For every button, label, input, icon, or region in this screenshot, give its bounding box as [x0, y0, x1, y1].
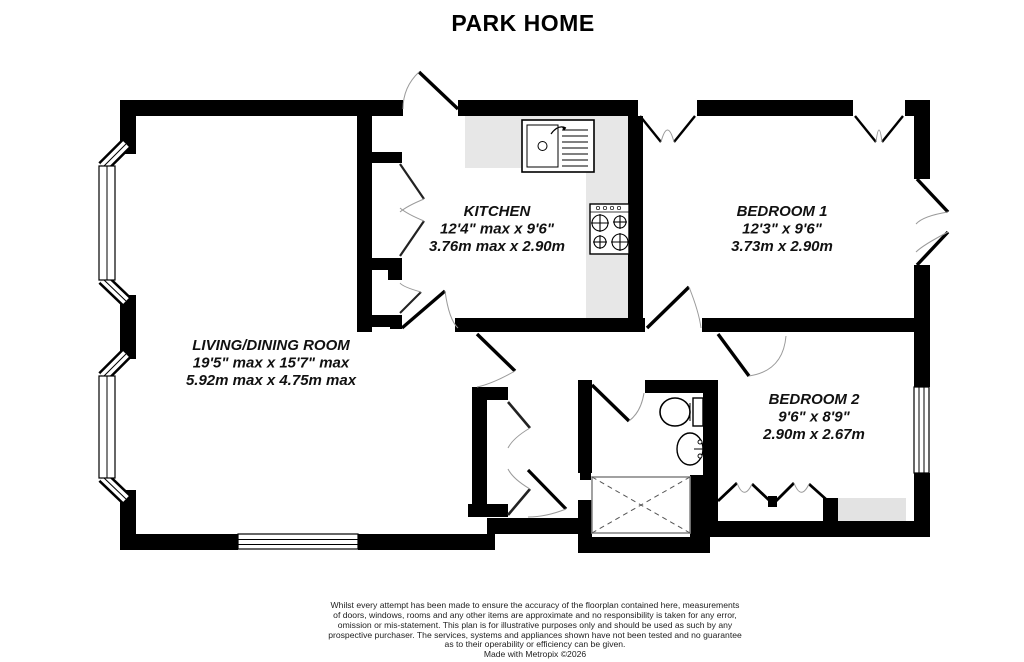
disclaimer-line: Whilst every attempt has been made to ensure the accuracy of the floorplan contained here, measurements [330, 600, 740, 611]
svg-text:19'5" max x 15'7" max: 19'5" max x 15'7" max [192, 354, 350, 372]
door-bedroom2 [718, 334, 786, 376]
door-hall-inner [528, 470, 566, 517]
sink-icon [522, 120, 594, 172]
bay-window-2 [99, 354, 126, 499]
door-bedroom1 [647, 287, 701, 328]
svg-text:12'3" x 9'6": 12'3" x 9'6" [742, 220, 822, 238]
shower-tray [592, 477, 690, 533]
disclaimer-line: prospective purchaser. The services, systems and appliances shown have not been tested and no guarantee [328, 629, 742, 640]
svg-text:KITCHEN: KITCHEN [463, 203, 531, 220]
metropix-credit: Made with Metropix ©2026 [483, 649, 587, 660]
disclaimer-line: omission or mis-statement. This plan is for illustrative purposes only and should be used as such by any [337, 619, 733, 630]
living-bottom-window [238, 534, 358, 549]
svg-text:3.76m max x 2.90m: 3.76m max x 2.90m [429, 238, 565, 255]
door-kitchen-living [402, 291, 458, 328]
svg-text:5.92m max x 4.75m max: 5.92m max x 4.75m max [185, 372, 357, 389]
hob-icon [590, 204, 629, 254]
bay-window-1 [99, 144, 126, 301]
room-label-kitchen [429, 203, 565, 255]
disclaimer [23, 601, 1024, 660]
basin-icon [677, 433, 703, 465]
door-living-hall [477, 334, 515, 387]
svg-text:2.90m x 2.67m: 2.90m x 2.67m [763, 426, 865, 443]
svg-text:12'4" max x 9'6": 12'4" max x 9'6" [440, 220, 554, 238]
hall-cupboard-doors [508, 402, 530, 515]
bifold-wardrobe-doors [718, 483, 828, 507]
disclaimer-line: as to their operability or efficiency can be given. [444, 639, 626, 650]
wardrobe [836, 498, 906, 521]
bedroom1-window-right [855, 116, 903, 142]
entrance-door [403, 72, 458, 109]
room-label-bedroom1 [731, 203, 833, 255]
kitchen-cupboard-doors [400, 164, 424, 313]
room-label-bedroom2 [762, 391, 865, 443]
door-bathroom [592, 385, 644, 421]
bedroom1-window-left [640, 116, 695, 142]
svg-text:BEDROOM 1: BEDROOM 1 [736, 203, 828, 220]
toilet-icon [660, 398, 703, 426]
svg-text:3.73m x 2.90m: 3.73m x 2.90m [731, 238, 833, 255]
svg-text:9'6" x 8'9": 9'6" x 8'9" [778, 408, 850, 426]
disclaimer-line: of doors, windows, rooms and any other items are approximate and no responsibility is taken for any error, [333, 610, 737, 621]
svg-text:BEDROOM 2: BEDROOM 2 [768, 391, 860, 408]
svg-text:LIVING/DINING ROOM: LIVING/DINING ROOM [192, 337, 350, 354]
page-title: PARK HOME [451, 10, 595, 36]
french-doors [916, 179, 948, 265]
room-label-living [186, 337, 357, 389]
bedroom2-window [914, 387, 929, 473]
